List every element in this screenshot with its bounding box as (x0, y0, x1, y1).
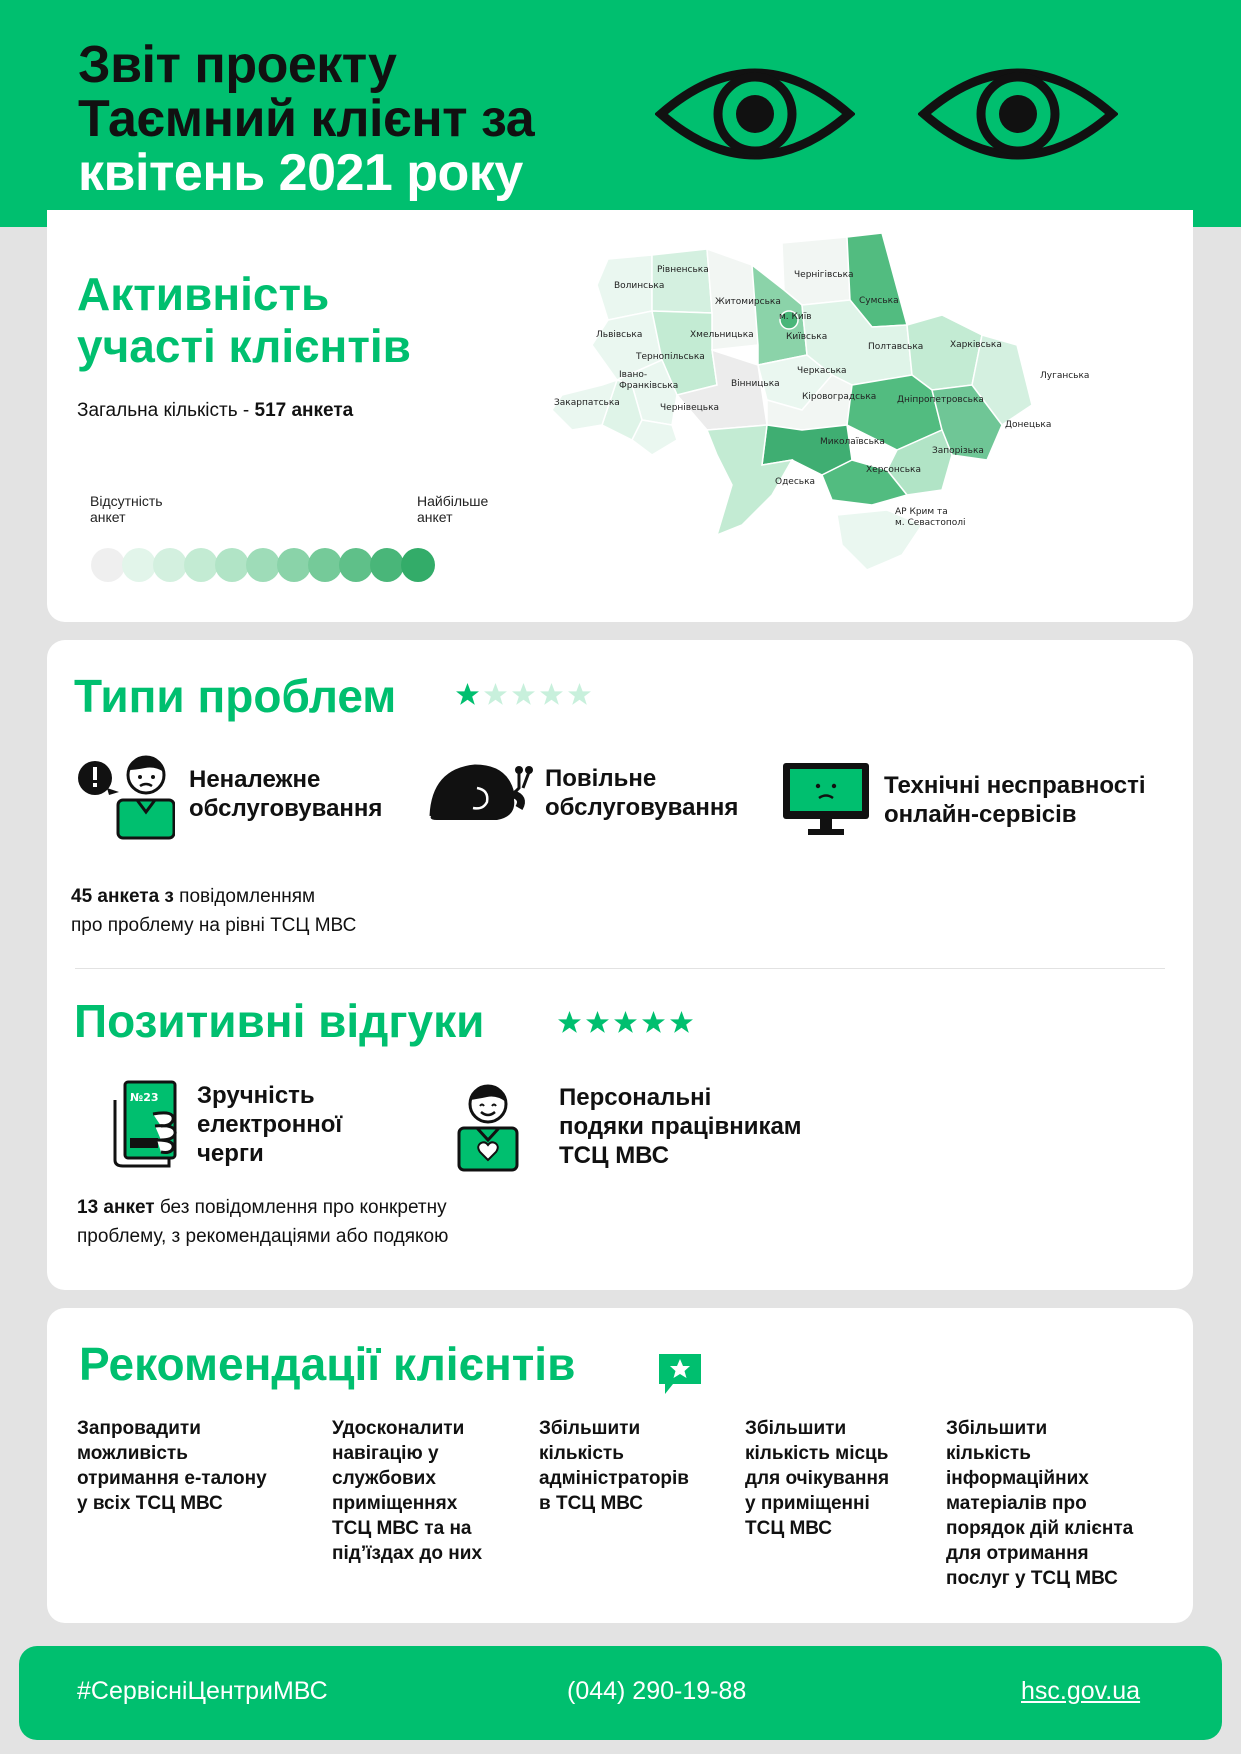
problems-note (71, 882, 356, 940)
scale-dot (91, 548, 125, 582)
problem-line-1: Повільне (545, 765, 657, 792)
problems-note-line-2: про проблему на рівні ТСЦ МВС (71, 915, 357, 936)
problem-line-2: обслуговування (189, 795, 383, 822)
star-icon (455, 682, 480, 707)
positive-line-3: ТСЦ МВС (559, 1141, 669, 1169)
color-scale (91, 548, 432, 582)
chat-star-icon (655, 1350, 705, 1396)
positive-e-queue (113, 1080, 342, 1168)
label-sumska: Сумська (859, 296, 899, 306)
problem-text (189, 765, 382, 823)
label-khersonska: Херсонська (866, 465, 921, 475)
positive-line-1: Зручність (197, 1081, 315, 1109)
ticket-number: №23 (130, 1091, 159, 1104)
positive-text (197, 1081, 342, 1168)
rec-line: кількість місць (745, 1443, 889, 1464)
label-ivano-2: Франківська (619, 381, 679, 391)
star-icon (557, 1010, 582, 1035)
label-crimea-2: м. Севастополі (895, 518, 966, 528)
total-count (77, 400, 353, 422)
positive-rating (557, 1010, 694, 1035)
section-divider (75, 968, 1165, 969)
ukraine-map (502, 225, 1092, 595)
positive-line-2: електронної (197, 1110, 343, 1138)
label-ivano-1: Івано- (619, 370, 648, 380)
total-label: Загальна кількість - (77, 400, 255, 421)
rec-line: навігацію у (332, 1443, 439, 1464)
rec-line: інформаційних (946, 1468, 1089, 1489)
problems-title: Типи проблем (74, 670, 397, 722)
scale-dot (122, 548, 156, 582)
rec-line: Удосконалити (332, 1418, 465, 1439)
label-kharkivska: Харківська (950, 340, 1002, 350)
positive-personal-thanks (455, 1080, 802, 1172)
label-donetska: Донецька (1005, 420, 1052, 430)
problem-text (545, 764, 738, 822)
star-icon (669, 1010, 694, 1035)
problem-technical-issues (780, 760, 1146, 840)
rec-line: приміщеннях (332, 1493, 458, 1514)
label-lvivska: Львівська (596, 330, 643, 340)
label-vinnytska: Вінницька (731, 379, 780, 389)
positive-line-3: черги (197, 1139, 264, 1167)
rec-line: послуг у ТСЦ МВС (946, 1568, 1118, 1589)
rec-line: у всіх ТСЦ МВС (77, 1493, 223, 1514)
scale-dot (308, 548, 342, 582)
positive-note-bold: 13 анкет (77, 1197, 155, 1218)
rec-line: Збільшити (946, 1418, 1048, 1439)
hashtag: #СервісніЦентриМВС (77, 1677, 328, 1705)
footer-bar (19, 1646, 1222, 1740)
problems-note-rest: повідомленням (173, 886, 316, 907)
rec-line: в ТСЦ МВС (539, 1493, 643, 1514)
activity-title-line-1: Активність (77, 268, 330, 320)
problem-line-1: Неналежне (189, 766, 321, 793)
scale-dot (370, 548, 404, 582)
star-icon (539, 682, 564, 707)
region-chernivetska (632, 420, 677, 455)
title-line-2: Таємний клієнт за (78, 90, 535, 148)
positive-line-1: Персональні (559, 1083, 712, 1111)
label-zakarpatska: Закарпатська (554, 398, 620, 408)
legend-min-line-2: анкет (90, 509, 126, 525)
eye-icon (918, 62, 1118, 166)
label-cherkaska: Черкаська (797, 366, 847, 376)
positive-note (77, 1193, 448, 1251)
recommendation-1 (77, 1416, 267, 1516)
rec-line: Збільшити (539, 1418, 641, 1439)
rec-line: матеріалів про (946, 1493, 1087, 1514)
star-icon (511, 682, 536, 707)
legend-max-line-2: анкет (417, 509, 453, 525)
problem-line-2: обслуговування (545, 794, 739, 821)
rec-line: ТСЦ МВС (745, 1518, 833, 1539)
website-link[interactable]: hsc.gov.ua (1021, 1677, 1141, 1705)
label-kyiv: м. Київ (779, 312, 812, 322)
person-heart-icon (455, 1080, 521, 1172)
scale-dot (401, 548, 435, 582)
rec-line: у приміщенні (745, 1493, 870, 1514)
scale-dot (153, 548, 187, 582)
phone-number[interactable]: (044) 290-19-88 (567, 1677, 747, 1705)
problem-line-2: онлайн-сервісів (884, 801, 1077, 828)
label-kyivska: Київська (786, 332, 828, 342)
activity-title-line-2: участі клієнтів (77, 320, 411, 372)
legend-min-label (90, 493, 163, 525)
label-volynska: Волинська (614, 281, 665, 291)
problems-rating (455, 682, 592, 707)
rec-line: кількість (539, 1443, 624, 1464)
rec-line: кількість (946, 1443, 1031, 1464)
rec-line: отримання е-талону (77, 1468, 267, 1489)
monitor-sad-icon (780, 760, 872, 840)
scale-dot (215, 548, 249, 582)
scale-dot (184, 548, 218, 582)
label-ternopilska: Тернопільська (636, 352, 705, 362)
rec-line: Запровадити (77, 1418, 201, 1439)
label-kirovohradska: Кіровоградська (802, 392, 877, 402)
label-zaporizka: Запорізька (932, 446, 984, 456)
rec-line: для очікування (745, 1468, 890, 1489)
label-crimea-1: АР Крим та (895, 507, 948, 517)
problem-text (884, 771, 1146, 829)
title-line-3: квітень 2021 року (78, 144, 523, 202)
feedback-card (47, 640, 1193, 1290)
label-poltavska: Полтавська (868, 342, 924, 352)
recommendation-3 (539, 1416, 689, 1516)
star-icon (567, 682, 592, 707)
problems-note-bold: 45 анкета з (71, 886, 174, 907)
positive-note-rest: без повідомлення про конкретну (154, 1197, 447, 1218)
scale-dot (277, 548, 311, 582)
scale-dot (339, 548, 373, 582)
label-chernivetska: Чернівецька (660, 403, 720, 413)
label-chernihivska: Чернігівська (794, 270, 854, 280)
star-icon (585, 1010, 610, 1035)
rec-line: для отримання (946, 1543, 1089, 1564)
recommendation-2 (332, 1416, 482, 1566)
label-rivnenska: Рівненська (657, 265, 709, 275)
legend-max-label (417, 493, 488, 525)
label-dnipropetrovska: Дніпропетровська (897, 395, 984, 405)
positive-title: Позитивні відгуки (74, 995, 485, 1047)
queue-ticket-icon (113, 1080, 183, 1168)
positive-note-line-2: проблему, з рекомендаціями або подякою (77, 1226, 449, 1247)
recommendations-card (47, 1308, 1193, 1623)
recommendation-5 (946, 1416, 1133, 1591)
label-odeska: Одеська (775, 477, 816, 487)
label-mykolaivska: Миколаївська (820, 437, 885, 447)
rec-line: під’їздах до них (332, 1543, 483, 1564)
legend-max-line-1: Найбільше (417, 493, 489, 509)
recommendation-4 (745, 1416, 889, 1541)
snail-icon (427, 758, 533, 828)
problem-line-1: Технічні несправності (884, 772, 1146, 799)
rec-line: можливість (77, 1443, 188, 1464)
problem-improper-service (75, 748, 382, 840)
rec-line: Збільшити (745, 1418, 847, 1439)
rec-line: службових (332, 1468, 436, 1489)
rec-line: ТСЦ МВС та на (332, 1518, 472, 1539)
header-banner (0, 0, 1241, 227)
star-icon (613, 1010, 638, 1035)
label-khmelnytska: Хмельницька (690, 330, 754, 340)
legend-min-line-1: Відсутність (90, 493, 163, 509)
label-luhanska: Луганська (1040, 371, 1090, 381)
scale-dot (246, 548, 280, 582)
star-icon (641, 1010, 666, 1035)
positive-line-2: подяки працівникам (559, 1112, 802, 1140)
person-alert-icon (75, 748, 175, 840)
problem-slow-service (427, 758, 738, 828)
recommendations-title: Рекомендації клієнтів (79, 1338, 576, 1390)
star-icon (483, 682, 508, 707)
positive-text (559, 1083, 802, 1170)
report-title (78, 38, 534, 200)
total-value: 517 анкета (254, 400, 354, 421)
rec-line: адміністраторів (539, 1468, 689, 1489)
label-zhytomyrska: Житомирська (715, 297, 781, 307)
activity-title (77, 268, 411, 372)
title-line-1: Звіт проекту (78, 36, 397, 94)
activity-card (47, 210, 1193, 622)
rec-line: порядок дій клієнта (946, 1518, 1134, 1539)
eye-icon (655, 62, 855, 166)
